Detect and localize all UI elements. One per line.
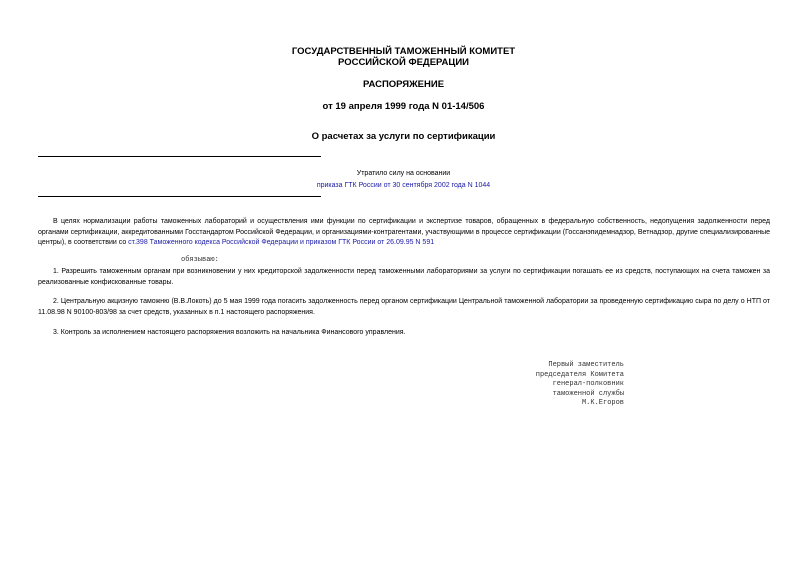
clause-1: 1. Разрешить таможенным органам при возникновении у них кредиторской задолженности перед таможенными лабораториями за услуги по сертификации погашать ее из средств, поступающих на счета таможен за реализованные конфискованные товары. <box>38 268 770 286</box>
signatory-name: М.К.Егоров <box>581 399 624 407</box>
document-title: О расчетах за услуги по сертификации <box>311 131 496 142</box>
clause-3: 3. Контроль за исполнением настоящего распоряжения возложить на начальника Финансового управления. <box>53 329 406 336</box>
issuer-name-line2: РОССИЙСКОЙ ФЕДЕРАЦИИ <box>337 57 469 68</box>
repeal-notice-link-row <box>0 180 807 192</box>
clause-2: 2. Центральную акцизную таможню (В.В.Локоть) до 5 мая 1999 года погасить задолженность перед органом сертификации Центральной таможенной лаборатории за проведенную сертификацию сыра по делу о НТП от 11.08.98 N 90100-803/98 за счет средств, указанных в п.1 настоящего распоряжения. <box>38 298 770 316</box>
obligation-word: обязываю: <box>181 256 219 264</box>
preamble-text: В целях нормализации работы таможенных лабораторий и осуществления ими функции по сертификации и экспертизе товаров, обращенных в федеральную собственность, недопущения задолженности перед органами сертификации, аккредитованными Госстандартом Российской Федерации, и организациями-контрагентами, участвующими в процессе сертификации (Госсанэпидемнадзор, Ветнадзор, другие специализированные центры), в соответствии со <box>38 218 770 247</box>
document-type: РАСПОРЯЖЕНИЕ <box>362 79 445 90</box>
preamble-paragraph <box>38 217 770 249</box>
signatory-rank-line2: таможенной службы <box>552 389 624 398</box>
repeal-notice: Утратило силу на основании <box>356 170 451 177</box>
signatory-position-line1: Первый заместитель <box>548 361 624 369</box>
issuer-name-line1: ГОСУДАРСТВЕННЫЙ ТАМОЖЕННЫЙ КОМИТЕТ <box>291 46 516 57</box>
divider-bottom <box>38 196 321 197</box>
document-date-number: от 19 апреля 1999 года N 01-14/506 <box>322 101 485 112</box>
divider-top <box>38 156 321 157</box>
signature-block <box>500 361 624 409</box>
signatory-position-line2: председателя Комитета <box>535 370 624 379</box>
repeal-order-link[interactable]: приказа ГТК России от 30 сентября 2002 года N 1044 <box>316 182 491 189</box>
customs-code-link[interactable]: ст.398 Таможенного кодекса Российской Федерации и приказом ГТК России от 26.09.95 N 591 <box>128 239 435 247</box>
signatory-rank-line1: генерал-полковник <box>552 380 624 388</box>
